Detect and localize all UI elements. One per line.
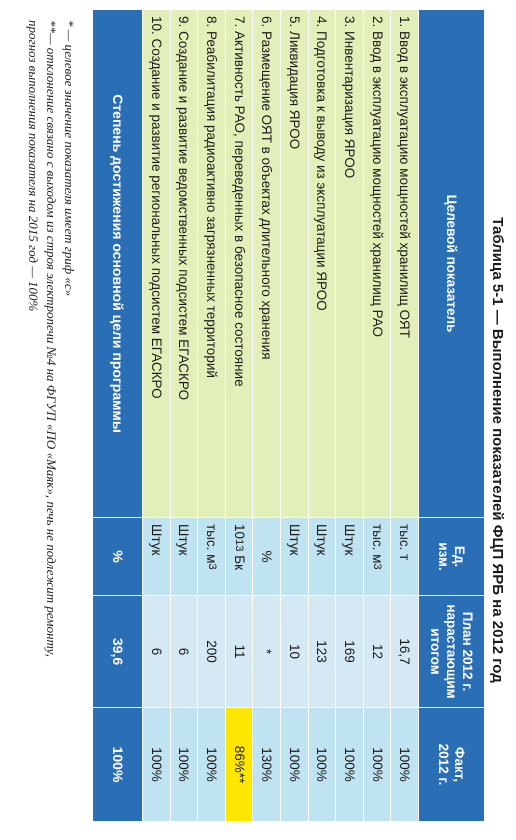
- footnote-3: прогноз выполнения показателя на 2015 год — 100%: [26, 20, 41, 312]
- row-1-unit-text: тыс. т: [397, 524, 413, 561]
- row-9-unit-text: Штук: [176, 524, 192, 556]
- row-2-plan: 12: [363, 596, 391, 708]
- row-1-name: 1. Ввод в эксплуатацию мощностей хранилищ ОЯТ: [390, 10, 418, 518]
- row-4-unit-text: Штук: [314, 524, 330, 556]
- header-fact-line2: 2012 г.: [436, 743, 452, 786]
- row-7-unit-text: 10: [231, 524, 247, 540]
- footnote-1: [60, 20, 78, 830]
- row-7-unit-sup: 13: [233, 539, 246, 552]
- row-6-name: 6. Размещение ОЯТ в объектах длительного хранения: [252, 10, 280, 518]
- header-plan-line3: итогом: [428, 628, 444, 675]
- row-9-unit: [170, 518, 198, 596]
- footnote-2: [42, 20, 60, 830]
- row-9-fact: 100%: [170, 708, 198, 822]
- row-1-unit: [390, 518, 418, 596]
- table-title: Таблица 5-1 — Выполнение показателей ФЦП ЯРБ на 2012 год: [489, 217, 506, 683]
- header-fact-line1: Факт,: [452, 746, 468, 783]
- row-4-plan: 123: [308, 596, 336, 708]
- row-7-plan: 11: [225, 596, 253, 708]
- row-10-fact: 100%: [142, 708, 170, 822]
- row-5-unit-text: Штук: [286, 524, 302, 556]
- row-2-fact: 100%: [363, 708, 391, 822]
- row-4-fact: 100%: [308, 708, 336, 822]
- row-10-plan: 6: [142, 596, 170, 708]
- row-3-fact: 100%: [335, 708, 363, 822]
- row-5-plan: 10: [280, 596, 308, 708]
- row-8-unit-text: тыс. м: [204, 524, 220, 564]
- row-8-unit-sup: 3: [205, 563, 218, 570]
- row-9-name: 9. Создание и развитие ведомственных подсистем ЕГАСКРО: [170, 10, 198, 518]
- row-5-name: 5. Ликвидация ЯРОО: [280, 10, 308, 518]
- header-plan: [418, 596, 484, 708]
- footnote-2-text: — отклонение связано с выходом из строя электропечи №4 на ФГУП «ПО «Маяк», печь не подлежит ремонту,: [44, 33, 59, 657]
- row-10-unit: [142, 518, 170, 596]
- row-7-fact: 86%**: [225, 708, 253, 822]
- row-10-unit-text: Штук: [148, 524, 164, 556]
- row-8-unit: [197, 518, 225, 596]
- total-name: Степень достижения основной цели программы: [92, 10, 142, 518]
- row-3-plan: 169: [335, 596, 363, 708]
- row-2-unit-sup: 3: [371, 563, 384, 570]
- row-7-unit: [225, 518, 253, 596]
- row-5-unit: [280, 518, 308, 596]
- row-2-unit: [363, 518, 391, 596]
- indicators-table: [92, 10, 484, 822]
- row-2-name: 2. Ввод в эксплуатацию мощностей хранилищ РАО: [363, 10, 391, 518]
- header-fact: [418, 708, 484, 822]
- row-6-plan: *: [252, 596, 280, 708]
- row-9-plan: 6: [170, 596, 198, 708]
- header-unit-line2: изм.: [436, 542, 452, 571]
- row-3-unit-text: Штук: [342, 524, 358, 556]
- footnote-1-mark: *: [62, 20, 77, 27]
- row-1-fact: 100%: [390, 708, 418, 822]
- row-6-unit-text: %: [259, 550, 275, 563]
- header-unit-line1: Ед.: [452, 545, 468, 568]
- footnote-1-text: — целевое значение показателя имеет гриф «с»: [62, 26, 77, 297]
- row-5-fact: 100%: [280, 708, 308, 822]
- row-10-name: 10. Создание и развитие региональных подсистем ЕГАСКРО: [142, 10, 170, 518]
- row-3-name: 3. Инвентаризация ЯРОО: [335, 10, 363, 518]
- row-6-fact: 130%: [252, 708, 280, 822]
- total-plan: 39,6: [92, 596, 142, 708]
- row-8-plan: 200: [197, 596, 225, 708]
- row-8-name: 8. Реабилитация радиоактивно загрязненных территорий: [197, 10, 225, 518]
- total-fact: 100%: [92, 708, 142, 822]
- row-7-unit-tail: Бк: [231, 551, 247, 571]
- header-plan-line1: План 2012 г.: [460, 611, 476, 692]
- row-6-unit: [252, 518, 280, 596]
- footnote-2-mark: **: [44, 20, 59, 33]
- total-unit: %: [92, 518, 142, 596]
- row-8-fact: 100%: [197, 708, 225, 822]
- row-7-name: 7. Активность РАО, переведенных в безопасное состояние: [225, 10, 253, 518]
- footnotes: [24, 20, 78, 830]
- row-2-unit-text: тыс. м: [369, 524, 385, 564]
- row-3-unit: [335, 518, 363, 596]
- row-1-plan: 16,7: [390, 596, 418, 708]
- row-4-name: 4. Подготовка к выводу из эксплуатации ЯРОО: [308, 10, 336, 518]
- header-plan-line2: нарастающим: [444, 604, 460, 699]
- header-indicator: Целевой показатель: [418, 10, 484, 518]
- row-4-unit: [308, 518, 336, 596]
- header-unit: [418, 518, 484, 596]
